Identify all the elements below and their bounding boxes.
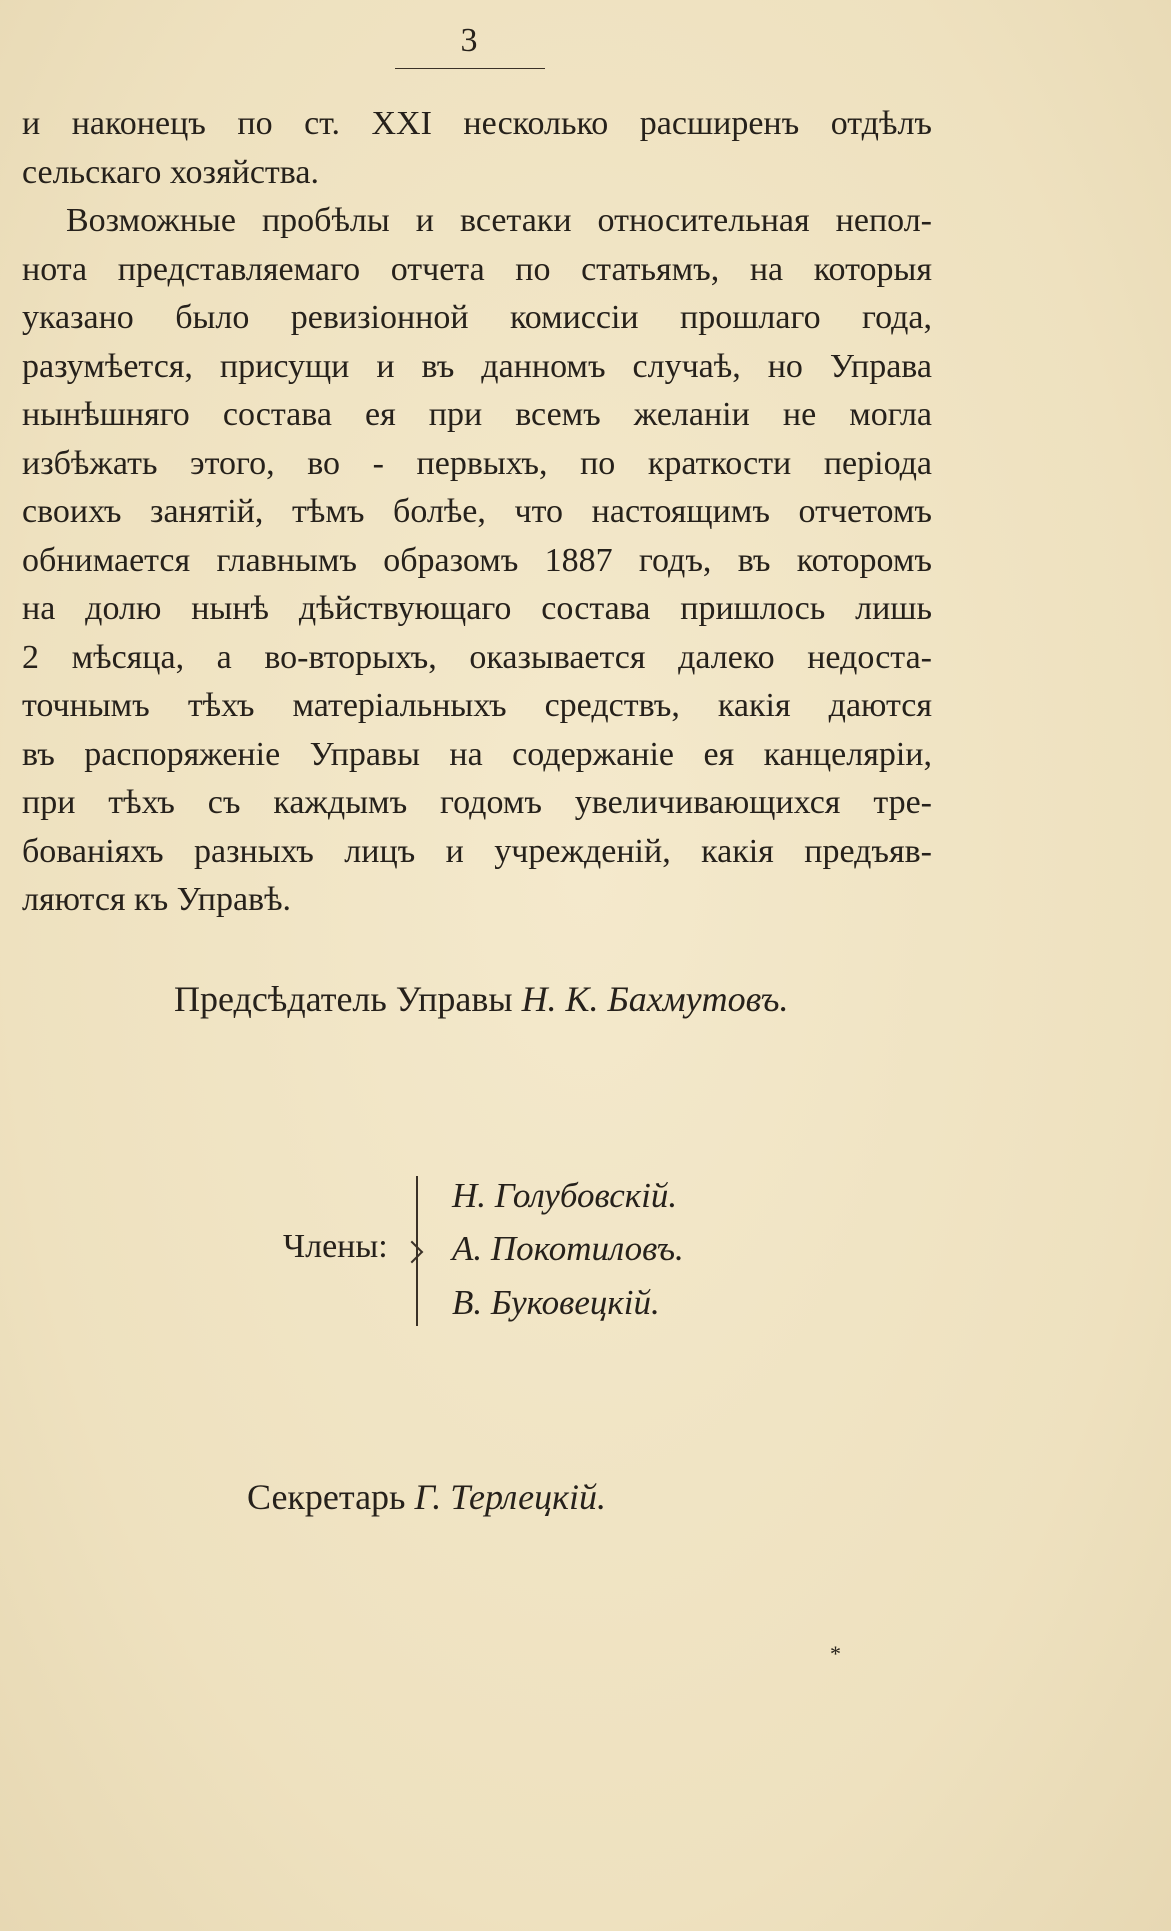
header-rule <box>395 68 545 69</box>
chairman-signature <box>174 978 788 1020</box>
member-name: В. Буковецкій. <box>452 1283 660 1322</box>
member-name: Н. Голубовскій. <box>452 1176 678 1215</box>
members-label: Члены: <box>283 1228 388 1265</box>
text-line: Возможные пробѣлы и всетаки относительная непол- <box>66 202 932 239</box>
text-line: разумѣется, присущи и въ данномъ случаѣ, но Управа <box>22 347 932 385</box>
text-line: бованіяхъ разныхъ лицъ и учрежденій, какія предъяв- <box>22 832 932 870</box>
asterisk-mark: * <box>830 1641 841 1666</box>
text-line: сельскаго хозяйства. <box>22 153 319 191</box>
text-line: и наконецъ по ст. XXI несколько расширенъ отдѣлъ <box>22 105 932 142</box>
secretary-signature <box>247 1476 606 1518</box>
text-line: указано было ревизіонной комиссіи прошлаго года, <box>22 299 932 336</box>
brace-notch <box>401 1241 424 1264</box>
chairman-title: Предсѣдатель Управы <box>174 979 513 1019</box>
text-line: обнимается главнымъ образомъ 1887 годъ, въ которомъ <box>22 541 932 579</box>
text-line: точнымъ тѣхъ матеріальныхъ средствъ, какія даются <box>22 687 932 724</box>
text-line: при тѣхъ съ каждымъ годомъ увеличивающихся тре- <box>22 784 932 821</box>
member-name: А. Покотиловъ. <box>452 1229 684 1268</box>
text-line: 2 мѣсяца, а во-вторыхъ, оказывается далеко недоста- <box>22 638 932 676</box>
page-number: 3 <box>460 22 478 59</box>
secretary-title: Секретарь <box>247 1477 406 1517</box>
chairman-name: Н. К. Бахмутовъ. <box>521 979 789 1019</box>
text-line: нынѣшняго состава ея при всемъ желаніи не могла <box>22 396 932 433</box>
text-line: ляются къ Управѣ. <box>22 881 292 918</box>
secretary-name: Г. Терлецкій. <box>414 1477 606 1517</box>
text-line: въ распоряженіе Управы на содержаніе ея канцеляріи, <box>22 735 932 773</box>
text-line: на долю нынѣ дѣйствующаго состава пришлось лишь <box>22 590 932 627</box>
members-brace <box>416 1176 430 1326</box>
text-line: избѣжать этого, во - первыхъ, по краткости періода <box>22 444 932 482</box>
text-line: нота представляемаго отчета по статьямъ, на которыя <box>22 250 932 288</box>
text-line: своихъ занятій, тѣмъ болѣе, что настоящимъ отчетомъ <box>22 493 932 530</box>
